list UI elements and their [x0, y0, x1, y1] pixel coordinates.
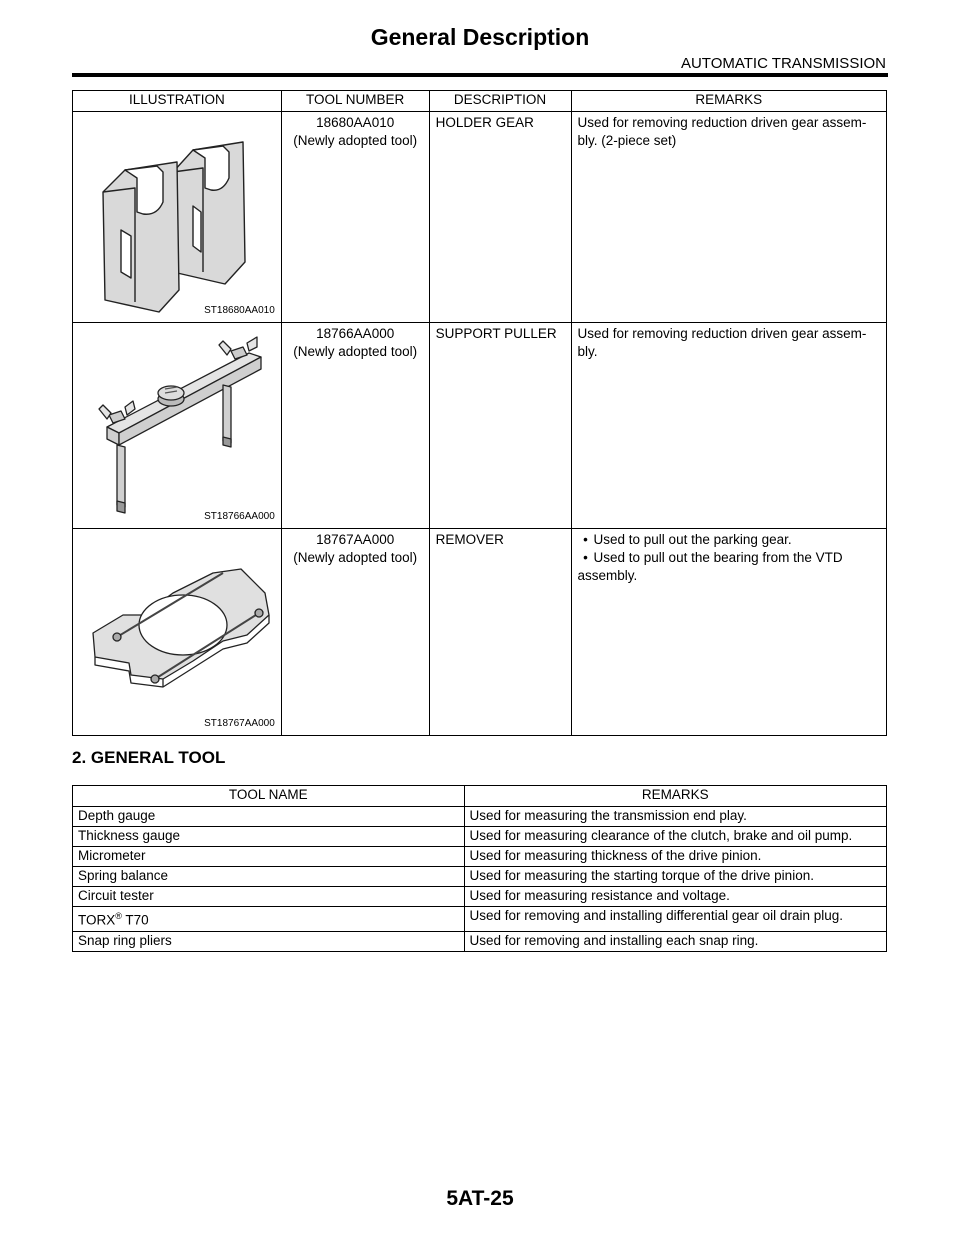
remarks-bullet: [578, 549, 880, 567]
remarks-cell: [571, 112, 886, 323]
tool-name-cell: Snap ring pliers: [73, 932, 465, 952]
support-puller-drawing: [73, 323, 282, 528]
tool-name-prefix: TORX: [78, 912, 116, 928]
tool-name-cell: Thickness gauge: [73, 827, 465, 847]
holder-gear-drawing: [73, 112, 282, 322]
description-cell: REMOVER: [429, 529, 571, 736]
remarks-cell: [571, 529, 886, 736]
table-row: [73, 323, 887, 529]
section-name: AUTOMATIC TRANSMISSION: [680, 55, 886, 72]
remarks-cell: Used for measuring the starting torque of the drive pinion.: [464, 867, 886, 887]
tool-number: 18766AA000: [316, 326, 395, 341]
remarks-line: Used for removing reduction driven gear assem-: [577, 115, 867, 130]
description-cell: HOLDER GEAR: [429, 112, 571, 323]
remarks-cell: Used for measuring the transmission end play.: [464, 807, 886, 827]
remarks-line: bly.: [577, 344, 598, 359]
illustration-cell: [73, 112, 282, 323]
tool-number-cell: [281, 323, 429, 529]
remarks-cell: Used for removing and installing each snap ring.: [464, 932, 886, 952]
column-header-tool-name: TOOL NAME: [73, 786, 465, 807]
illustration-cell: [73, 529, 282, 736]
table-row: [73, 807, 887, 827]
remarks-cell: Used for measuring clearance of the clutch, brake and oil pump.: [464, 827, 886, 847]
general-tool-table: [72, 785, 887, 952]
description-cell: SUPPORT PULLER: [429, 323, 571, 529]
tool-number: 18680AA010: [316, 115, 395, 130]
holder-gear-illustration: [73, 112, 281, 322]
table-row: [73, 847, 887, 867]
header-rule: [72, 73, 888, 77]
support-puller-illustration: [73, 323, 281, 528]
page-title: General Description: [370, 24, 590, 50]
table-row: [73, 867, 887, 887]
tool-name-cell: Spring balance: [73, 867, 465, 887]
column-header-tool-number: TOOL NUMBER: [281, 91, 429, 112]
remarks-bullet: [578, 531, 880, 549]
table-row: [73, 112, 887, 323]
illustration-code: ST18680AA010: [204, 305, 275, 316]
section-heading: 2. GENERAL TOOL: [72, 748, 226, 767]
special-tools-table: [72, 90, 887, 736]
table-row: [73, 887, 887, 907]
bullet-icon: •: [583, 550, 588, 565]
column-header-description: DESCRIPTION: [429, 91, 571, 112]
remarks-bullet-text: Used to pull out the bearing from the VTD: [593, 550, 843, 565]
bullet-icon: •: [583, 532, 588, 547]
illustration-code: ST18766AA000: [204, 511, 275, 522]
tool-note: (Newly adopted tool): [293, 133, 418, 148]
table-row: [73, 529, 887, 736]
remarks-line: Used for removing reduction driven gear assem-: [577, 326, 867, 341]
column-header-remarks: REMARKS: [571, 91, 886, 112]
remarks-cell: Used for removing and installing differential gear oil drain plug.: [464, 907, 886, 932]
remarks-line: bly. (2-piece set): [577, 133, 677, 148]
remarks-bullet-text: Used to pull out the parking gear.: [593, 532, 792, 547]
column-header-illustration: ILLUSTRATION: [73, 91, 282, 112]
page-number: 5AT-25: [446, 1187, 514, 1210]
remarks-cell: [571, 323, 886, 529]
tool-name-cell: Depth gauge: [73, 807, 465, 827]
remover-illustration: [73, 529, 281, 735]
tool-note: (Newly adopted tool): [293, 344, 418, 359]
tool-name-cell: Micrometer: [73, 847, 465, 867]
column-header-remarks: REMARKS: [464, 786, 886, 807]
table-row: [73, 827, 887, 847]
registered-mark: ®: [115, 911, 122, 921]
tool-number-cell: [281, 112, 429, 323]
tool-note: (Newly adopted tool): [293, 550, 418, 565]
table-header-row: [73, 91, 887, 112]
remover-drawing: [73, 529, 282, 735]
table-row: [73, 907, 887, 932]
tool-name-suffix: T70: [121, 912, 149, 928]
illustration-cell: [73, 323, 282, 529]
tool-number-cell: [281, 529, 429, 736]
tool-name-cell: [73, 907, 465, 932]
remarks-cell: Used for measuring thickness of the drive pinion.: [464, 847, 886, 867]
illustration-code: ST18767AA000: [204, 718, 275, 729]
table-header-row: [73, 786, 887, 807]
table-row: [73, 932, 887, 952]
remarks-line: assembly.: [577, 568, 638, 583]
remarks-cell: Used for measuring resistance and voltage.: [464, 887, 886, 907]
tool-number: 18767AA000: [316, 532, 395, 547]
tool-name-cell: Circuit tester: [73, 887, 465, 907]
